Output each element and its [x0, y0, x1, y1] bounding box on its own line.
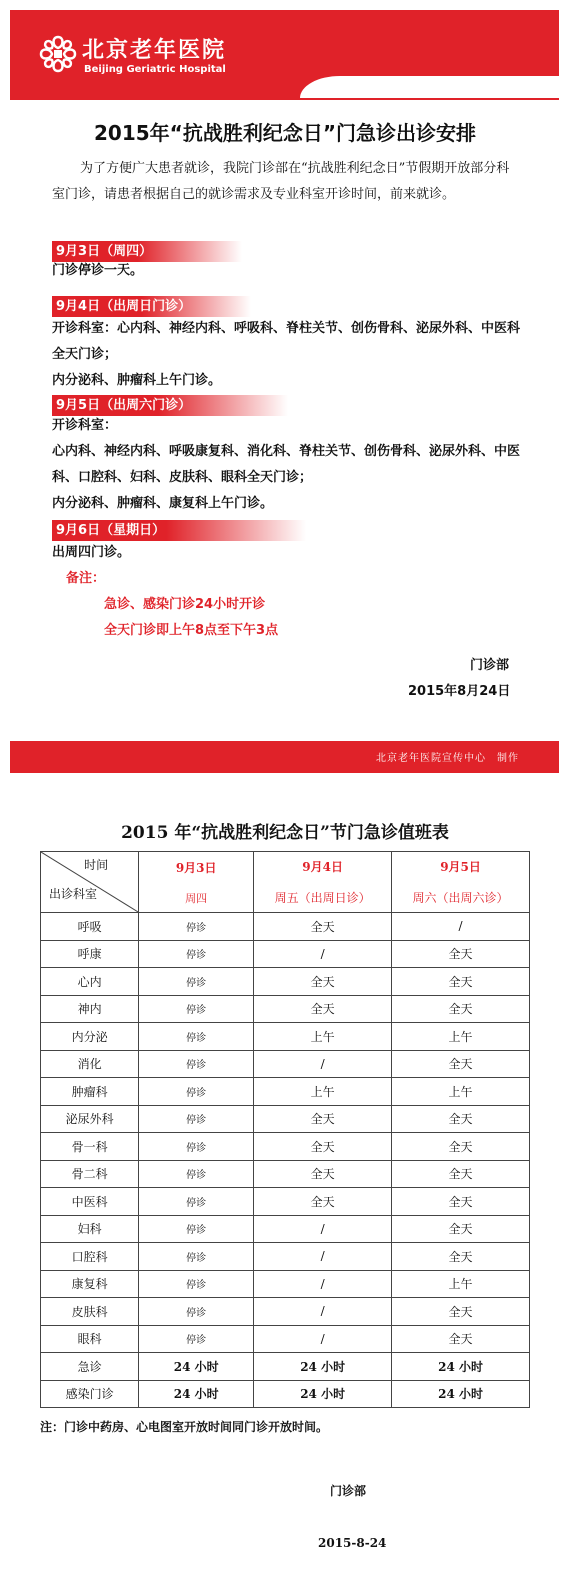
table-title: 2015 年“抗战胜利纪念日”节门急诊值班表 — [121, 823, 449, 843]
day-body-sep6 — [52, 540, 522, 566]
schedule-cell: 停诊 — [139, 1078, 254, 1106]
column-weekday: 周四 — [185, 891, 208, 905]
schedule-cell: 24 小时 — [392, 1380, 530, 1408]
day-line: 开诊科室：心内科、神经内科、呼吸科、脊柱关节、创伤骨科、泌尿外科、中医科全天门诊； — [52, 321, 521, 362]
schedule-cell: 全天 — [392, 1105, 530, 1133]
day-body-sep5 — [52, 413, 522, 517]
schedule-cell: 停诊 — [139, 1243, 254, 1271]
day-line: 门诊停诊一天。 — [52, 263, 144, 278]
day-body-sep3 — [52, 258, 522, 284]
dept-cell: 内分泌 — [41, 1023, 139, 1051]
dept-cell: 皮肤科 — [41, 1298, 139, 1326]
schedule-cell: 停诊 — [139, 1160, 254, 1188]
schedule-cell: 24 小时 — [139, 1353, 254, 1381]
schedule-cell: 全天 — [392, 968, 530, 996]
table-note: 注：门诊中药房、心电图室开放时间同门诊开放时间。 — [40, 1420, 329, 1434]
table-row — [41, 1298, 530, 1326]
dept-cell: 呼康 — [41, 940, 139, 968]
table-body — [41, 913, 530, 1408]
table-row — [41, 1188, 530, 1216]
table-row — [41, 1023, 530, 1051]
table-row — [41, 1050, 530, 1078]
schedule-cell: 停诊 — [139, 1325, 254, 1353]
schedule-cell: 全天 — [254, 1105, 392, 1133]
column-header — [139, 852, 254, 913]
schedule-cell: 停诊 — [139, 1298, 254, 1326]
note-item-2: 全天门诊即上午8点至下午3点 — [104, 623, 279, 638]
day-label-sep4: 9月4日（出周日门诊） — [52, 296, 251, 317]
column-weekday: 周六（出周六诊） — [412, 891, 509, 905]
signature-dept: 门诊部 — [470, 658, 510, 673]
schedule-cell: 全天 — [254, 1160, 392, 1188]
brand-name-en: Beijing Geriatric Hospital — [84, 64, 226, 75]
column-header — [392, 852, 530, 913]
dept-cell: 心内 — [41, 968, 139, 996]
schedule-cell: 全天 — [392, 1050, 530, 1078]
schedule-cell: 停诊 — [139, 913, 254, 941]
table-sign-dept: 门诊部 — [330, 1484, 367, 1498]
table-row — [41, 913, 530, 941]
schedule-cell: 全天 — [392, 1188, 530, 1216]
dept-cell: 急诊 — [41, 1353, 139, 1381]
schedule-cell: 24 小时 — [139, 1380, 254, 1408]
table-row — [41, 1270, 530, 1298]
schedule-cell: 上午 — [392, 1023, 530, 1051]
table-row — [41, 1243, 530, 1271]
schedule-cell: 上午 — [392, 1078, 530, 1106]
day-line: 开诊科室： — [52, 418, 118, 433]
table-sign-date: 2015-8-24 — [318, 1536, 387, 1550]
footer-bar — [10, 741, 559, 773]
table-row — [41, 1353, 530, 1381]
table-row — [41, 940, 530, 968]
schedule-cell: 24 小时 — [254, 1380, 392, 1408]
table-row — [41, 968, 530, 996]
dept-cell: 神内 — [41, 995, 139, 1023]
dept-cell: 感染门诊 — [41, 1380, 139, 1408]
schedule-cell: 停诊 — [139, 968, 254, 996]
column-header — [254, 852, 392, 913]
day-line: 内分泌科、肿瘤科、康复科上午门诊。 — [52, 496, 274, 511]
schedule-cell: / — [254, 1325, 392, 1353]
dept-cell: 骨一科 — [41, 1133, 139, 1161]
schedule-cell: / — [254, 1298, 392, 1326]
schedule-cell: 停诊 — [139, 995, 254, 1023]
day-line: 内分泌科、肿瘤科上午门诊。 — [52, 373, 222, 388]
schedule-cell: / — [392, 913, 530, 941]
brand-name-cn: 北京老年医院 — [82, 38, 227, 63]
footer-credit: 北京老年医院宣传中心 制作 — [376, 753, 519, 764]
dept-cell: 骨二科 — [41, 1160, 139, 1188]
table-row — [41, 1160, 530, 1188]
dept-cell: 康复科 — [41, 1270, 139, 1298]
schedule-cell: 全天 — [392, 1325, 530, 1353]
schedule-cell: 上午 — [254, 1023, 392, 1051]
table-row — [41, 995, 530, 1023]
schedule-cell: 24 小时 — [392, 1353, 530, 1381]
schedule-cell: / — [254, 940, 392, 968]
corner-top-label: 时间 — [84, 858, 109, 872]
schedule-cell: 停诊 — [139, 1023, 254, 1051]
notes-label: 备注： — [66, 571, 106, 586]
schedule-cell: 全天 — [392, 1298, 530, 1326]
table-row — [41, 1078, 530, 1106]
schedule-cell: / — [254, 1215, 392, 1243]
page-title: 2015年“抗战胜利纪念日”门急诊出诊安排 — [94, 121, 476, 145]
table-row — [41, 1380, 530, 1408]
schedule-table — [40, 851, 530, 1408]
dept-cell: 消化 — [41, 1050, 139, 1078]
schedule-cell: 全天 — [392, 1160, 530, 1188]
day-line: 心内科、神经内科、呼吸康复科、消化科、脊柱关节、创伤骨科、泌尿外科、中医科、口腔科、妇科、皮肤科、眼科全天门诊； — [52, 444, 521, 485]
table-row — [41, 1215, 530, 1243]
column-date: 9月3日 — [175, 860, 217, 875]
dept-cell: 妇科 — [41, 1215, 139, 1243]
schedule-cell: 全天 — [392, 995, 530, 1023]
intro-paragraph: 为了方便广大患者就诊，我院门诊部在“抗战胜利纪念日”节假期开放部分科室门诊，请患者根据自己的就诊需求及专业科室开诊时间，前来就诊。 — [52, 161, 510, 202]
schedule-cell: 24 小时 — [254, 1353, 392, 1381]
schedule-cell: 全天 — [392, 940, 530, 968]
column-date: 9月5日 — [440, 860, 481, 874]
schedule-cell: / — [254, 1050, 392, 1078]
table-header-row — [41, 852, 530, 913]
dept-cell: 肿瘤科 — [41, 1078, 139, 1106]
day-body-sep4 — [52, 316, 522, 394]
schedule-cell: 全天 — [392, 1243, 530, 1271]
schedule-cell: 上午 — [254, 1078, 392, 1106]
schedule-cell: 全天 — [392, 1215, 530, 1243]
column-weekday: 周五（出周日诊） — [274, 891, 371, 905]
banner-swoosh — [300, 76, 559, 98]
day-label-sep5: 9月5日（出周六门诊） — [52, 395, 288, 416]
dept-cell: 呼吸 — [41, 913, 139, 941]
signature-date: 2015年8月24日 — [408, 684, 511, 699]
schedule-cell: 全天 — [392, 1133, 530, 1161]
day-label-sep6: 9月6日（星期日） — [52, 520, 306, 541]
day-label-sep3: 9月3日（周四） — [52, 241, 242, 262]
schedule-cell: / — [254, 1243, 392, 1271]
schedule-cell: 停诊 — [139, 1188, 254, 1216]
schedule-cell: / — [254, 1270, 392, 1298]
dept-cell: 眼科 — [41, 1325, 139, 1353]
schedule-cell: 全天 — [254, 1133, 392, 1161]
column-date: 9月4日 — [302, 860, 343, 874]
table-row — [41, 1133, 530, 1161]
schedule-cell: 全天 — [254, 913, 392, 941]
schedule-cell: 全天 — [254, 968, 392, 996]
schedule-cell: 全天 — [254, 995, 392, 1023]
table-corner-cell — [41, 852, 139, 913]
note-item-1: 急诊、感染门诊24小时开诊 — [104, 597, 266, 612]
banner-divider — [10, 98, 559, 100]
schedule-cell: 上午 — [392, 1270, 530, 1298]
schedule-cell: 停诊 — [139, 940, 254, 968]
schedule-cell: 停诊 — [139, 1050, 254, 1078]
schedule-cell: 停诊 — [139, 1215, 254, 1243]
corner-bottom-label: 出诊科室 — [49, 887, 98, 901]
dept-cell: 口腔科 — [41, 1243, 139, 1271]
table-row — [41, 1325, 530, 1353]
hospital-logo-icon — [38, 34, 78, 74]
dept-cell: 泌尿外科 — [41, 1105, 139, 1133]
schedule-cell: 全天 — [254, 1188, 392, 1216]
schedule-cell: 停诊 — [139, 1133, 254, 1161]
day-line: 出周四门诊。 — [52, 545, 131, 560]
dept-cell: 中医科 — [41, 1188, 139, 1216]
table-row — [41, 1105, 530, 1133]
schedule-cell: 停诊 — [139, 1270, 254, 1298]
schedule-cell: 停诊 — [139, 1105, 254, 1133]
